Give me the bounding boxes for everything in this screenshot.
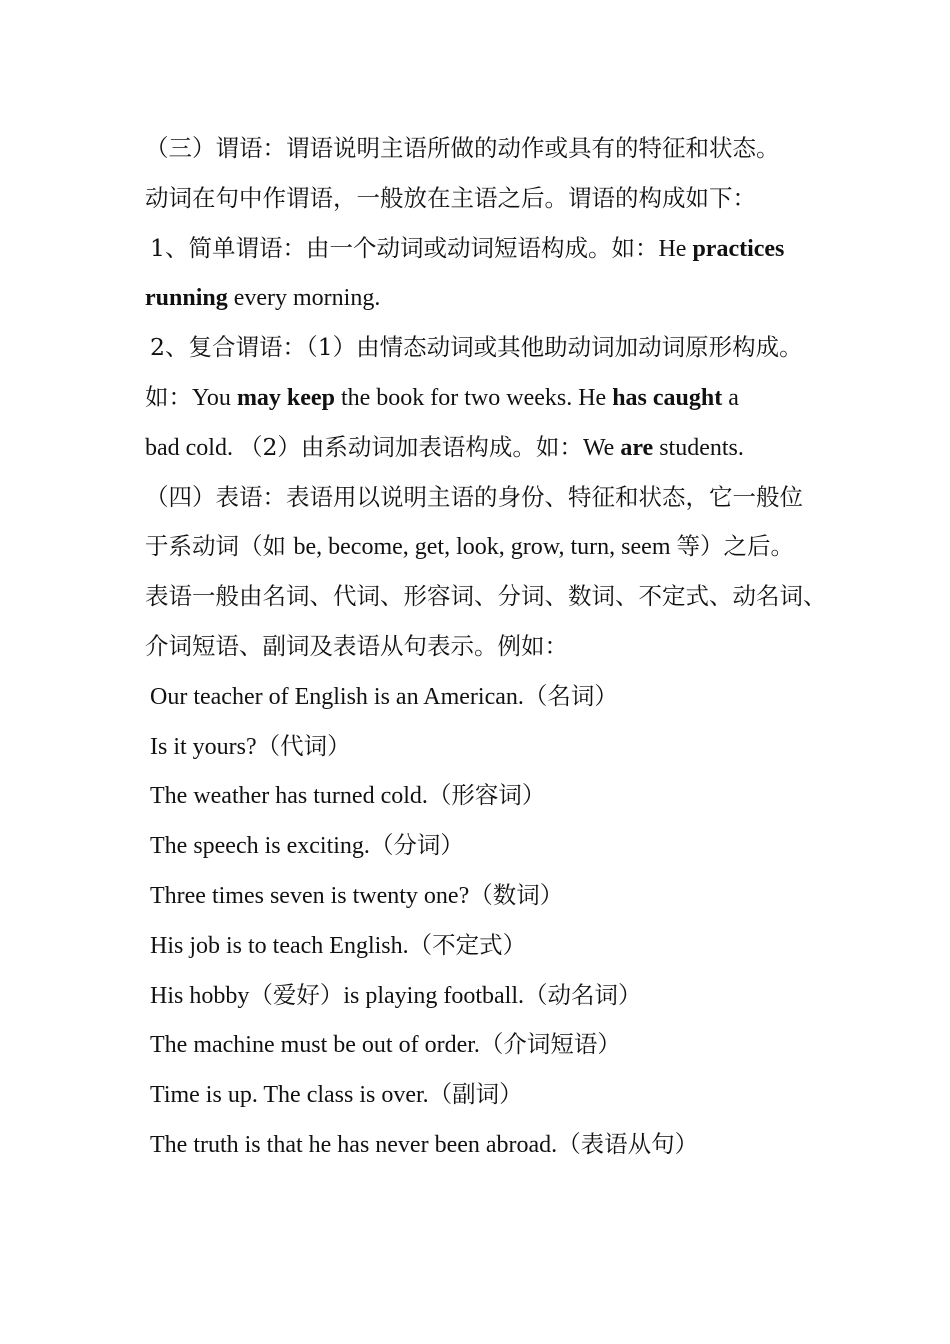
simple-example-pre: He [658,235,693,262]
example-type: （表语从句） [557,1129,699,1158]
example-en: His job is to teach English. [150,932,409,959]
predicate-intro: 动词在句中作谓语，一般放在主语之后。谓语的构成如下： [145,183,756,212]
example-type: （形容词） [427,781,546,810]
compound-ex1-pre: You [192,384,237,411]
example-line-prep-phrase [145,1020,845,1070]
compound-ex1-post: the book for two weeks. He [334,384,613,411]
example-type: （副词） [428,1080,523,1109]
example-type: （代词） [256,731,351,760]
example-type: （介词短语） [479,1030,621,1059]
example-type: （名词） [523,681,618,710]
compound-example-lead: 如： [145,382,192,411]
example-en: is playing football. [343,982,524,1009]
example-line-gerund [145,971,845,1021]
predicative-types-cont-line [145,622,845,672]
example-type: （数词） [469,880,564,909]
simple-example-post: every morning. [227,285,381,312]
predicative-linking-zh2: 等）之后。 [676,532,794,561]
predicative-heading: （四）表语：表语用以说明主语的身份、特征和状态，它一般位 [145,482,803,511]
example-en: His hobby [150,982,250,1009]
example-line-participle [145,821,845,871]
example-line-noun [145,672,845,722]
compound-predicate-line [145,323,845,373]
compound-l3-pre: bad cold. [145,434,239,461]
predicate-heading-line [145,124,845,174]
example-gloss: （爱好） [249,980,344,1009]
example-type: （不定式） [408,930,527,959]
example-line-pronoun [145,722,845,772]
predicative-types-cont: 介词短语、副词及表语从句表示。例如： [145,631,568,660]
predicative-linking-zh1: 于系动词（如 [145,532,294,561]
example-en: Three times seven is twenty one? [150,882,470,909]
example-line-infinitive [145,921,845,971]
example-en: The truth is that he has never been abroad. [150,1131,558,1158]
simple-example-bold1: practices [692,235,785,262]
simple-predicate-cont-line [145,273,845,323]
example-en: Our teacher of English is an American. [150,683,524,710]
predicate-intro-line [145,174,845,224]
example-en: Is it yours? [150,733,257,760]
predicative-types: 表语一般由名词、代词、形容词、分词、数词、不定式、动名词、 [145,582,827,611]
example-en: Time is up. The class is over. [150,1082,429,1109]
predicative-heading-line [145,473,845,523]
example-type: （分词） [369,831,464,860]
example-line-adverb [145,1070,845,1120]
compound-ex2-post: a [722,384,739,411]
compound-ex2-bold: has caught [612,384,723,411]
example-type: （动名词） [524,980,642,1009]
predicative-linking-verbs: be, become, get, look, grow, turn, seem [293,534,677,561]
example-line-numeral [145,871,845,921]
example-line-adjective [145,771,845,821]
example-en: The weather has turned cold. [150,783,428,810]
predicate-heading: （三）谓语：谓语说明主语所做的动作或具有的特征和状态。 [145,134,780,162]
predicative-linking-line [145,522,845,572]
simple-example-bold2: running [145,285,228,312]
compound-l3-bold: are [620,434,654,461]
predicative-types-line [145,572,845,622]
example-en: The speech is exciting. [150,833,370,860]
simple-predicate-line [145,224,845,274]
example-en: The machine must be out of order. [150,1032,480,1059]
compound-example-cont-line [145,423,845,473]
document-body [145,124,845,1170]
compound-ex1-bold: may keep [236,384,335,411]
simple-predicate-lead: 1、简单谓语：由一个动词或动词短语构成。如： [150,233,659,262]
example-line-clause [145,1120,845,1170]
compound-predicate-lead: 2、复合谓语：（1）由情态动词或其他助动词加动词原形构成。 [150,333,803,362]
compound-example-line [145,373,845,423]
compound-l3-zh: （2）由系动词加表语构成。如： [238,432,583,461]
compound-l3-en-pre: We [582,434,621,461]
compound-l3-post: students. [653,434,744,461]
